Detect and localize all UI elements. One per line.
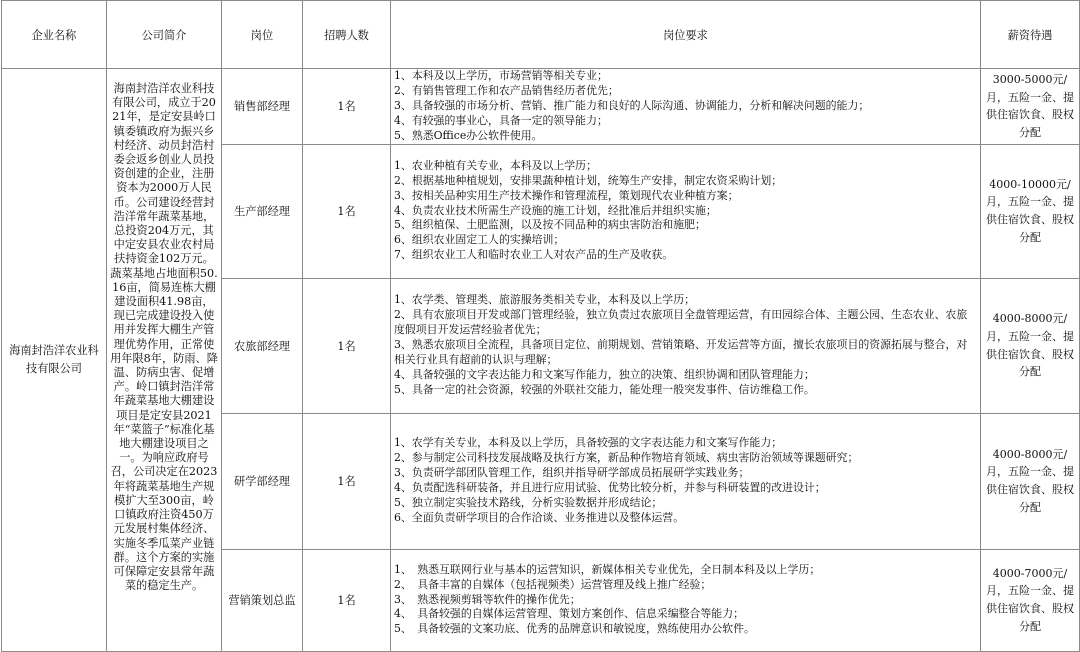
requirement-line: 1、 熟悉互联网行业与基本的运营知识，新媒体相关专业优先，全日制本科及以上学历； (394, 562, 821, 576)
job-position: 生产部经理 (222, 144, 303, 278)
job-salary: 4000-7000元/月，五险一金、提供住宿饮食、股权分配 (981, 549, 1080, 651)
job-row (2, 69, 1080, 145)
requirement-line: 2、参与制定公司科技发展战略及执行方案，新品种作物培育领域、病虫害防治领域等课题研究； (394, 451, 859, 465)
job-position: 研学部经理 (222, 413, 303, 549)
requirement-line: 7、组织农业工人和临时农业工人对农产品的生产及收获。 (394, 248, 674, 262)
requirement-line: 4、 具备较强的自媒体运营管理、策划方案创作、信息采编整合等能力； (394, 607, 744, 621)
header-position: 岗位 (222, 1, 303, 69)
job-headcount: 1名 (303, 413, 391, 549)
requirement-line: 5、 具备较强的文案功底、优秀的品牌意识和敏锐度，熟练使用办公软件。 (394, 622, 755, 636)
requirement-line: 4、有较强的事业心，具备一定的领导能力； (394, 113, 608, 127)
requirement-line: 3、具备较强的市场分析、营销、推广能力和良好的人际沟通、协调能力，分析和解决问题的能力； (394, 98, 870, 112)
job-requirements (391, 413, 981, 549)
requirement-line: 2、根据基地种植规划，安排果蔬种植计划，统筹生产安排，制定农资采购计划； (394, 173, 783, 187)
requirement-line: 6、组织农业固定工人的实操培训； (394, 233, 565, 247)
requirement-line: 4、负责配选科研装备，并且进行应用试验、优势比较分析，并参与科研装置的改进设计； (394, 481, 826, 495)
requirement-line: 5、熟悉Office办公软件使用。 (394, 128, 543, 142)
requirement-line: 3、 熟悉视频剪辑等软件的操作优先； (394, 592, 581, 606)
requirement-line: 2、有销售管理工作和农产品销售经历者优先； (394, 83, 619, 97)
job-requirements (391, 144, 981, 278)
header-headcount: 招聘人数 (303, 1, 391, 69)
header-salary: 薪资待遇 (981, 1, 1080, 69)
job-salary: 4000-8000元/月，五险一金、提供住宿饮食、股权分配 (981, 278, 1080, 413)
requirement-line: 5、组织植保、土肥监测，以及按不同品种的病虫害防治和施肥； (394, 218, 706, 232)
requirement-line: 4、负责农业技术所需生产设施的施工计划，经批准后并组织实施； (394, 203, 717, 217)
requirement-line: 3、负责研学部团队管理工作，组织并指导研学部成员拓展研学实践业务； (394, 466, 750, 480)
job-requirements (391, 69, 981, 145)
job-headcount: 1名 (303, 278, 391, 413)
header-requirements: 岗位要求 (391, 1, 981, 69)
requirement-line: 3、熟悉农旅项目全流程，具备项目定位、前期规划、营销策略、开发运营等方面，擅长农旅项目的资源拓展与整合，对相关行业具有超前的认识与理解； (394, 338, 968, 366)
company-name: 海南封浩洋农业科技有限公司 (2, 69, 107, 652)
header-intro: 公司简介 (107, 1, 222, 69)
requirement-line: 6、全面负责研学项目的合作洽谈、业务推进以及整体运营。 (394, 510, 685, 524)
job-headcount: 1名 (303, 144, 391, 278)
requirement-line: 2、 具备丰富的自媒体（包括视频类）运营管理及线上推广经验； (394, 577, 712, 591)
job-position: 农旅部经理 (222, 278, 303, 413)
requirement-line: 1、农学有关专业，本科及以上学历，具备较强的文字表达能力和文案写作能力； (394, 436, 783, 450)
requirement-line: 1、农业种植有关专业，本科及以上学历； (394, 158, 597, 172)
job-position: 营销策划总监 (222, 549, 303, 651)
requirement-line: 5、具备一定的社会资源，较强的外联社交能力，能处理一般突发事件、信访维稳工作。 (394, 382, 815, 396)
requirement-line: 1、本科及以上学历，市场营销等相关专业； (394, 69, 608, 82)
requirement-line: 2、具有农旅项目开发或部门管理经验，独立负责过农旅项目全盘管理运营，有田园综合体、主题公园、生态农业、农旅度假项目开发运营经验者优先； (394, 308, 968, 337)
requirement-line: 4、具备较强的文字表达能力和文案写作能力，独立的决策、组织协调和团队管理能力； (394, 367, 815, 381)
job-position: 销售部经理 (222, 69, 303, 145)
job-headcount: 1名 (303, 549, 391, 651)
requirement-line: 3、按相关品种实用生产技术操作和管理流程，策划现代农业种植方案； (394, 188, 739, 202)
job-salary: 4000-8000元/月，五险一金、提供住宿饮食、股权分配 (981, 413, 1080, 549)
job-requirements (391, 278, 981, 413)
header-row (2, 1, 1080, 69)
requirement-line: 1、农学类、管理类、旅游服务类相关专业，本科及以上学历； (394, 293, 695, 307)
job-salary: 3000-5000元/月，五险一金、提供住宿饮食、股权分配 (981, 69, 1080, 145)
job-requirements (391, 549, 981, 651)
job-salary: 4000-10000元/月，五险一金、提供住宿饮食、股权分配 (981, 144, 1080, 278)
recruitment-table (1, 0, 1080, 652)
job-headcount: 1名 (303, 69, 391, 145)
requirement-line: 5、独立制定实验技术路线，分析实验数据并形成结论； (394, 495, 663, 509)
header-company: 企业名称 (2, 1, 107, 69)
company-intro: 海南封浩洋农业科技有限公司，成立于2021年，是定安县岭口镇委镇政府为振兴乡村经济、动员封浩村委会返乡创业人员投资创建的企业，注册资本为2000万人民币。公司建设经营封浩洋常年蔬菜基地，总投资204万元，其中定安县农业农村局扶持资金102万元。蔬菜基地占地面积50.16亩，简易连栋大棚建设面积41.98亩，现已完成建设投入使用并发挥大棚生产管理优势作用，正常使用年限8年，防雨、降温、防病虫害、促增产。岭口镇封浩洋常年蔬菜基地大棚建设项目是定安县2021年“菜篮子”标准化基地大棚建设项目之一。为响应政府号召，公司决定在2023年将蔬菜基地生产规模扩大至300亩，岭口镇政府注资450万元发展村集体经济、实施冬季瓜菜产业链群。这个方案的实施可保障定安县常年蔬菜的稳定生产。 (107, 69, 222, 652)
